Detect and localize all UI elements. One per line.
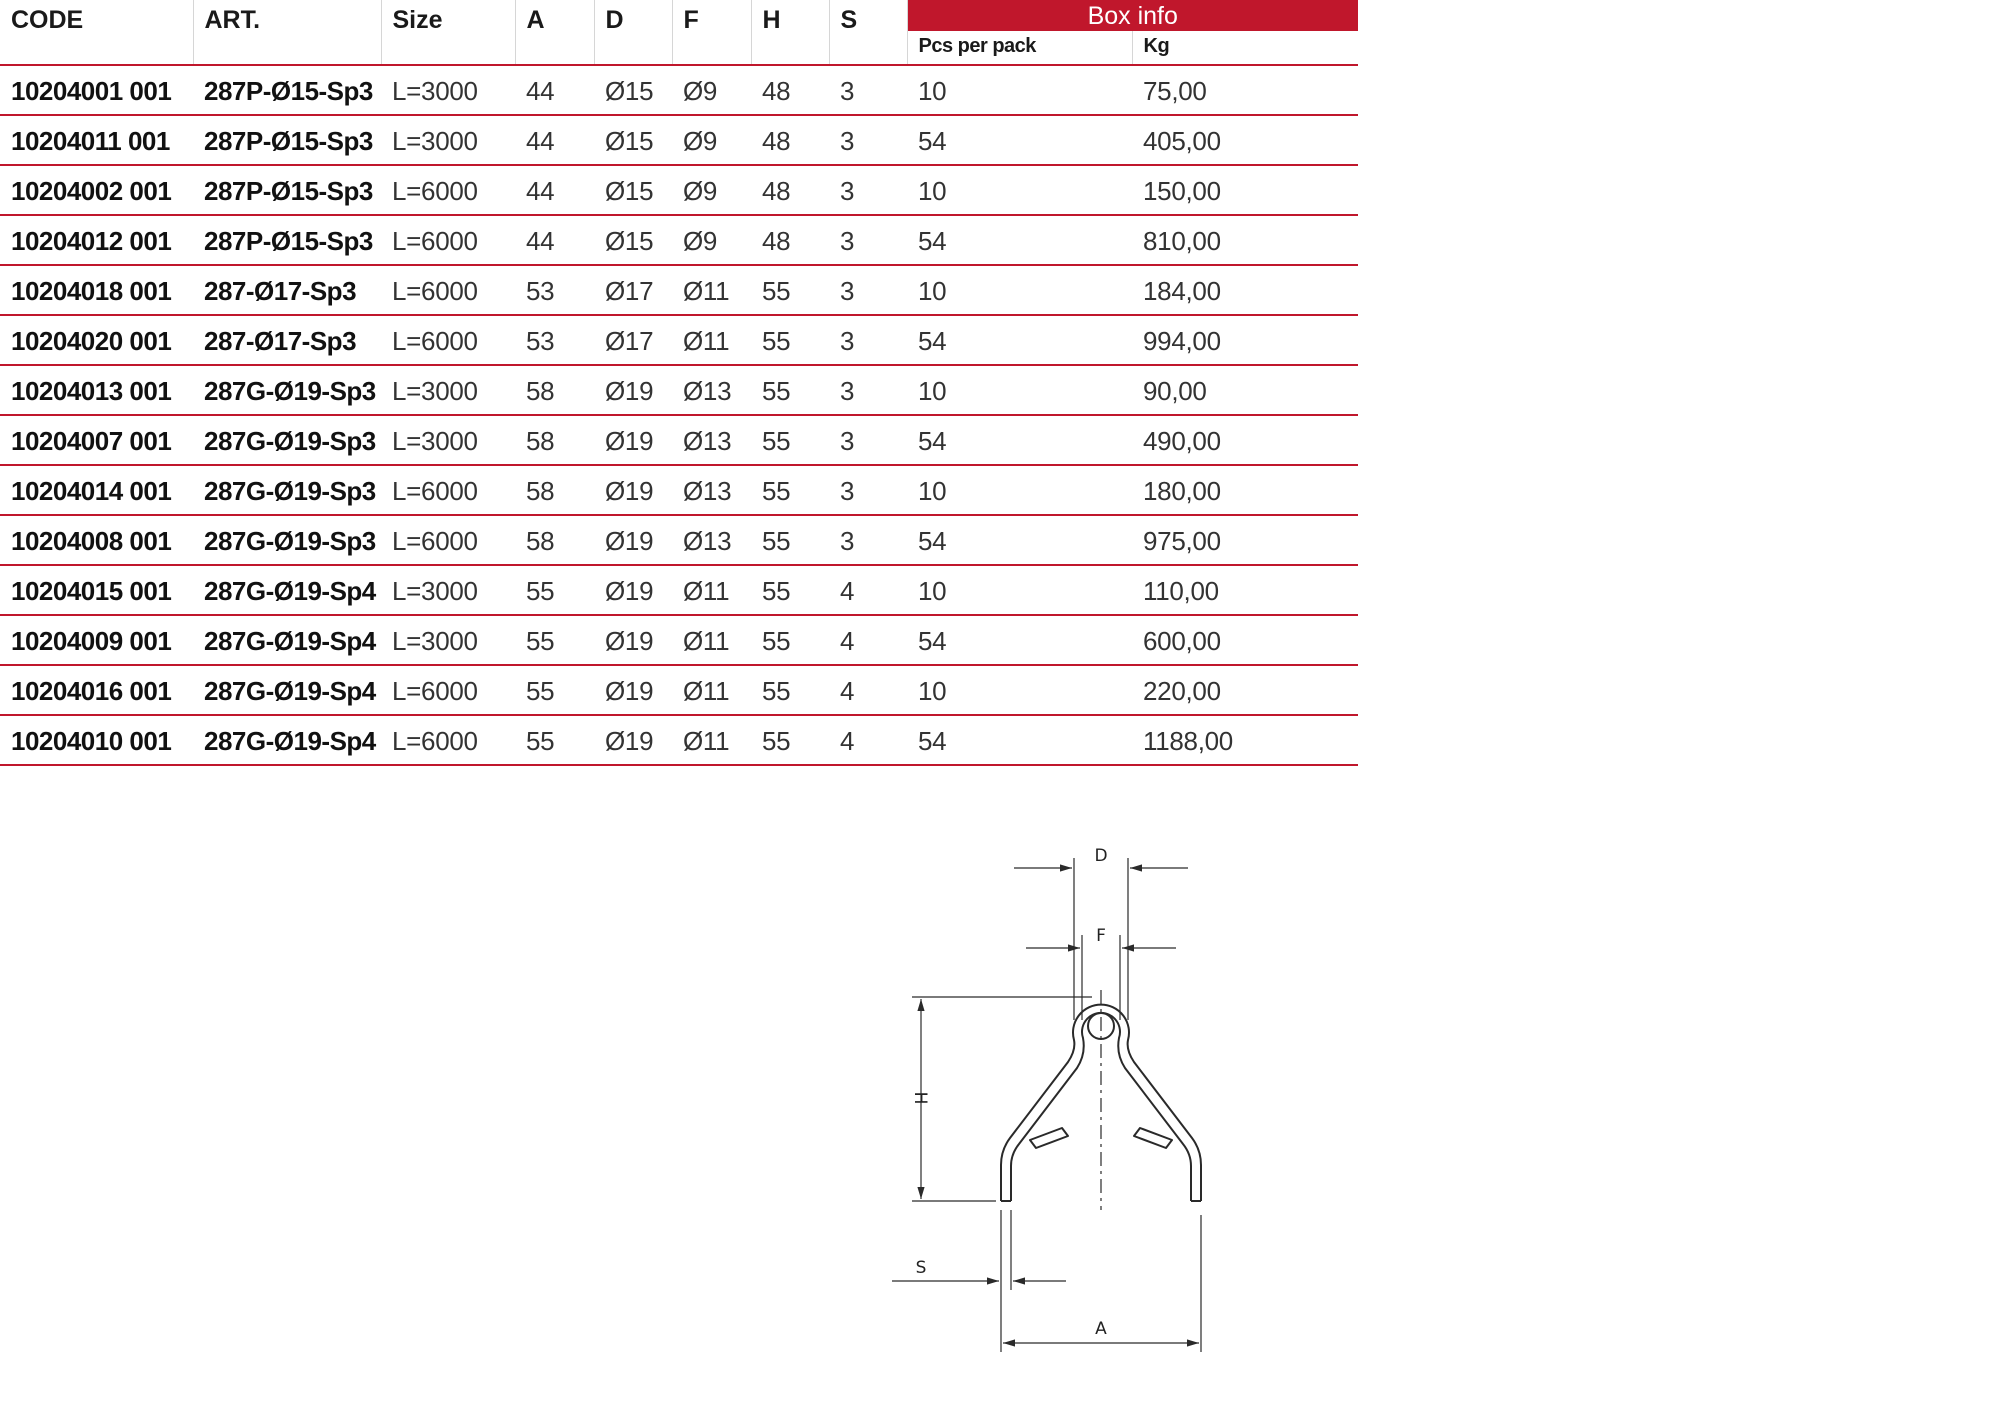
cell-s: 3 (829, 465, 907, 515)
cell-art: 287-Ø17-Sp3 (193, 265, 381, 315)
cell-h: 48 (751, 115, 829, 165)
cell-kg: 110,00 (1132, 565, 1358, 615)
cell-kg: 810,00 (1132, 215, 1358, 265)
cell-code: 10204008 001 (0, 515, 193, 565)
cell-a: 55 (515, 665, 594, 715)
cell-code: 10204018 001 (0, 265, 193, 315)
cell-d: Ø15 (594, 215, 672, 265)
cell-art: 287P-Ø15-Sp3 (193, 165, 381, 215)
cell-size: L=3000 (381, 365, 515, 415)
cell-d: Ø15 (594, 165, 672, 215)
cell-h: 48 (751, 165, 829, 215)
cell-s: 3 (829, 265, 907, 315)
cell-art: 287G-Ø19-Sp3 (193, 515, 381, 565)
cell-s: 3 (829, 315, 907, 365)
cell-pcs: 54 (907, 715, 1132, 765)
cell-d: Ø19 (594, 515, 672, 565)
cell-h: 55 (751, 515, 829, 565)
cell-kg: 75,00 (1132, 65, 1358, 115)
cell-h: 55 (751, 315, 829, 365)
cell-code: 10204002 001 (0, 165, 193, 215)
profile-drawing (880, 830, 1210, 1370)
header-row (0, 0, 1358, 31)
cell-code: 10204014 001 (0, 465, 193, 515)
cell-a: 44 (515, 215, 594, 265)
column-header-f: F (672, 0, 751, 65)
cell-s: 3 (829, 65, 907, 115)
cell-size: L=6000 (381, 715, 515, 765)
cell-code: 10204011 001 (0, 115, 193, 165)
cell-code: 10204001 001 (0, 65, 193, 115)
cell-size: L=3000 (381, 415, 515, 465)
cell-f: Ø11 (672, 665, 751, 715)
cell-f: Ø9 (672, 115, 751, 165)
cell-a: 58 (515, 365, 594, 415)
cell-size: L=3000 (381, 115, 515, 165)
table-row (0, 565, 1358, 615)
cell-h: 48 (751, 215, 829, 265)
column-header-code: CODE (0, 0, 193, 65)
cell-d: Ø19 (594, 665, 672, 715)
cell-pcs: 10 (907, 65, 1132, 115)
cell-pcs: 54 (907, 115, 1132, 165)
cell-h: 55 (751, 615, 829, 665)
spec-table (0, 0, 1358, 766)
cell-size: L=3000 (381, 565, 515, 615)
cell-h: 55 (751, 565, 829, 615)
cell-art: 287G-Ø19-Sp3 (193, 415, 381, 465)
column-header-box-info: Box info (907, 0, 1358, 31)
cell-pcs: 54 (907, 515, 1132, 565)
cell-kg: 180,00 (1132, 465, 1358, 515)
cell-d: Ø17 (594, 315, 672, 365)
cell-art: 287G-Ø19-Sp4 (193, 565, 381, 615)
table-row (0, 115, 1358, 165)
cell-f: Ø9 (672, 165, 751, 215)
cell-kg: 220,00 (1132, 665, 1358, 715)
cell-f: Ø11 (672, 615, 751, 665)
dimension-label-s: S (915, 1258, 927, 1278)
table-row (0, 265, 1358, 315)
cell-pcs: 54 (907, 415, 1132, 465)
cell-s: 4 (829, 615, 907, 665)
cell-kg: 1188,00 (1132, 715, 1358, 765)
dimension-s (892, 1210, 1066, 1352)
cell-art: 287P-Ø15-Sp3 (193, 65, 381, 115)
cell-kg: 600,00 (1132, 615, 1358, 665)
cell-f: Ø11 (672, 315, 751, 365)
cell-code: 10204015 001 (0, 565, 193, 615)
cell-art: 287P-Ø15-Sp3 (193, 115, 381, 165)
column-header-a: A (515, 0, 594, 65)
cell-kg: 994,00 (1132, 315, 1358, 365)
table-row (0, 665, 1358, 715)
cell-f: Ø13 (672, 365, 751, 415)
dimension-label-f: F (1096, 926, 1106, 946)
cell-a: 53 (515, 265, 594, 315)
cell-size: L=3000 (381, 615, 515, 665)
cell-pcs: 10 (907, 365, 1132, 415)
table-body (0, 65, 1358, 765)
cell-d: Ø19 (594, 465, 672, 515)
cell-s: 3 (829, 515, 907, 565)
cell-d: Ø19 (594, 415, 672, 465)
cell-d: Ø15 (594, 115, 672, 165)
cell-code: 10204020 001 (0, 315, 193, 365)
cell-h: 55 (751, 465, 829, 515)
dimension-label-d: D (1094, 846, 1108, 866)
cell-pcs: 54 (907, 315, 1132, 365)
cell-h: 55 (751, 415, 829, 465)
table-row (0, 415, 1358, 465)
cell-f: Ø11 (672, 265, 751, 315)
table-row (0, 715, 1358, 765)
column-header-art: ART. (193, 0, 381, 65)
cell-s: 4 (829, 665, 907, 715)
cell-kg: 90,00 (1132, 365, 1358, 415)
cell-h: 55 (751, 715, 829, 765)
cell-a: 58 (515, 465, 594, 515)
cell-pcs: 10 (907, 165, 1132, 215)
cell-s: 3 (829, 115, 907, 165)
column-header-d: D (594, 0, 672, 65)
dimension-label-a: A (1095, 1319, 1107, 1339)
cell-kg: 184,00 (1132, 265, 1358, 315)
cell-pcs: 10 (907, 665, 1132, 715)
cell-h: 48 (751, 65, 829, 115)
column-header-pcs-per-pack: Pcs per pack (907, 31, 1132, 65)
cell-art: 287-Ø17-Sp3 (193, 315, 381, 365)
cell-h: 55 (751, 365, 829, 415)
column-header-size: Size (381, 0, 515, 65)
table-row (0, 515, 1358, 565)
cell-h: 55 (751, 665, 829, 715)
column-header-kg: Kg (1132, 31, 1358, 65)
cell-size: L=6000 (381, 665, 515, 715)
cell-d: Ø17 (594, 265, 672, 315)
cell-pcs: 10 (907, 265, 1132, 315)
cell-size: L=3000 (381, 65, 515, 115)
cell-code: 10204012 001 (0, 215, 193, 265)
cell-d: Ø19 (594, 715, 672, 765)
cell-kg: 975,00 (1132, 515, 1358, 565)
cell-code: 10204013 001 (0, 365, 193, 415)
cell-pcs: 10 (907, 465, 1132, 515)
table-row (0, 165, 1358, 215)
cell-size: L=6000 (381, 465, 515, 515)
cell-s: 4 (829, 565, 907, 615)
table-row (0, 365, 1358, 415)
cell-a: 55 (515, 615, 594, 665)
cell-code: 10204016 001 (0, 665, 193, 715)
cell-a: 55 (515, 565, 594, 615)
cell-d: Ø19 (594, 615, 672, 665)
cell-size: L=6000 (381, 315, 515, 365)
cell-s: 4 (829, 715, 907, 765)
cell-kg: 405,00 (1132, 115, 1358, 165)
table-header (0, 0, 1358, 65)
cell-size: L=6000 (381, 515, 515, 565)
cell-f: Ø9 (672, 215, 751, 265)
cell-size: L=6000 (381, 165, 515, 215)
cell-pcs: 10 (907, 565, 1132, 615)
table-row (0, 315, 1358, 365)
cell-art: 287G-Ø19-Sp3 (193, 365, 381, 415)
cell-kg: 490,00 (1132, 415, 1358, 465)
cell-pcs: 54 (907, 615, 1132, 665)
cell-a: 58 (515, 515, 594, 565)
dimension-label-h: H (910, 1091, 930, 1105)
cell-size: L=6000 (381, 215, 515, 265)
cell-s: 3 (829, 165, 907, 215)
cell-d: Ø19 (594, 565, 672, 615)
cell-code: 10204009 001 (0, 615, 193, 665)
table-row (0, 215, 1358, 265)
cell-code: 10204007 001 (0, 415, 193, 465)
cell-h: 55 (751, 265, 829, 315)
cell-code: 10204010 001 (0, 715, 193, 765)
cell-art: 287G-Ø19-Sp4 (193, 615, 381, 665)
cell-a: 58 (515, 415, 594, 465)
cell-d: Ø19 (594, 365, 672, 415)
cell-art: 287P-Ø15-Sp3 (193, 215, 381, 265)
cell-a: 44 (515, 165, 594, 215)
cell-f: Ø11 (672, 715, 751, 765)
cell-f: Ø13 (672, 415, 751, 465)
cell-a: 55 (515, 715, 594, 765)
table-row (0, 65, 1358, 115)
cell-s: 3 (829, 215, 907, 265)
cell-a: 53 (515, 315, 594, 365)
cell-s: 3 (829, 415, 907, 465)
column-header-s: S (829, 0, 907, 65)
cell-d: Ø15 (594, 65, 672, 115)
cell-a: 44 (515, 115, 594, 165)
cell-f: Ø9 (672, 65, 751, 115)
cell-art: 287G-Ø19-Sp4 (193, 665, 381, 715)
dimension-f (1026, 935, 1176, 1020)
cell-a: 44 (515, 65, 594, 115)
cell-s: 3 (829, 365, 907, 415)
cell-f: Ø13 (672, 515, 751, 565)
cell-art: 287G-Ø19-Sp4 (193, 715, 381, 765)
cell-f: Ø11 (672, 565, 751, 615)
cell-kg: 150,00 (1132, 165, 1358, 215)
table-row (0, 465, 1358, 515)
column-header-h: H (751, 0, 829, 65)
cell-f: Ø13 (672, 465, 751, 515)
cell-size: L=6000 (381, 265, 515, 315)
cell-art: 287G-Ø19-Sp3 (193, 465, 381, 515)
table-row (0, 615, 1358, 665)
cell-pcs: 54 (907, 215, 1132, 265)
